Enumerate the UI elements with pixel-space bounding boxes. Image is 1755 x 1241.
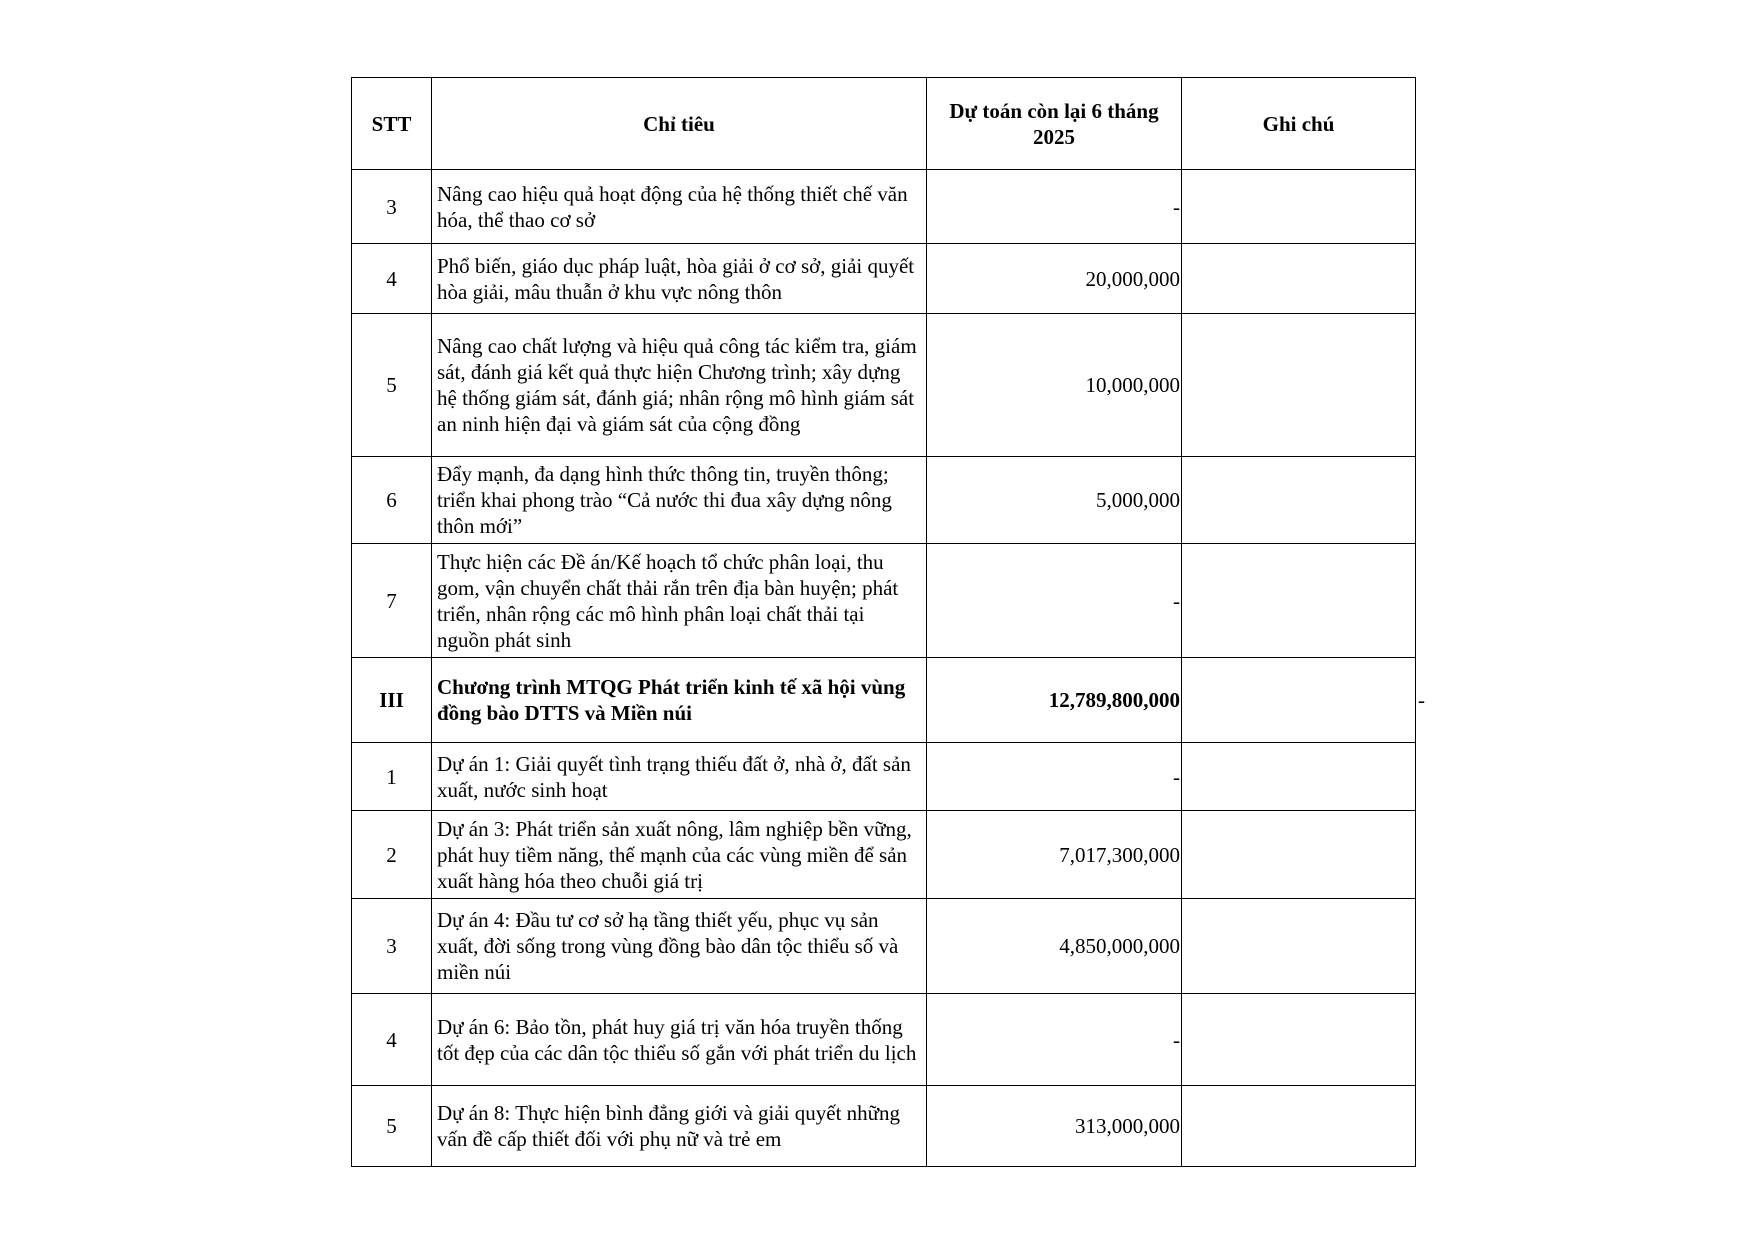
row-du-toan: 20,000,000 [927, 244, 1182, 314]
table-row [352, 457, 1416, 544]
section-du-toan: 12,789,800,000 [927, 658, 1182, 743]
table-row [352, 170, 1416, 244]
table-row [352, 544, 1416, 658]
budget-table [351, 77, 1425, 1167]
row-stt: 1 [352, 743, 432, 811]
section-ghi-chu-value: - [1418, 688, 1425, 712]
row-du-toan: 313,000,000 [927, 1086, 1182, 1167]
table-body [352, 170, 1425, 1167]
header-chi-tieu: Chỉ tiêu [432, 78, 927, 170]
header-stt: STT [352, 78, 432, 170]
row-du-toan: - [927, 544, 1182, 658]
row-stt: 3 [352, 170, 432, 244]
row-stt: 2 [352, 811, 432, 899]
row-du-toan: - [927, 170, 1182, 244]
table-row [352, 994, 1416, 1086]
row-chi-tieu: Đẩy mạnh, đa dạng hình thức thông tin, truyền thông; triển khai phong trào “Cả nước thi đua xây dựng nông thôn mới” [432, 457, 927, 544]
row-chi-tieu: Dự án 1: Giải quyết tình trạng thiếu đất ở, nhà ở, đất sản xuất, nước sinh hoạt [432, 743, 927, 811]
row-chi-tieu: Nâng cao hiệu quả hoạt động của hệ thống thiết chế văn hóa, thể thao cơ sở [432, 170, 927, 244]
row-chi-tieu: Dự án 8: Thực hiện bình đẳng giới và giải quyết những vấn đề cấp thiết đối với phụ nữ và trẻ em [432, 1086, 927, 1167]
row-stt: 4 [352, 244, 432, 314]
section-ghi-chu [1182, 658, 1425, 743]
row-du-toan: 5,000,000 [927, 457, 1182, 544]
row-chi-tieu: Dự án 6: Bảo tồn, phát huy giá trị văn hóa truyền thống tốt đẹp của các dân tộc thiểu số gắn với phát triển du lịch [432, 994, 927, 1086]
table-row [352, 899, 1416, 994]
row-chi-tieu: Dự án 3: Phát triển sản xuất nông, lâm nghiệp bền vững, phát huy tiềm năng, thế mạnh của các vùng miền để sản xuất hàng hóa theo chuỗi giá trị [432, 811, 927, 899]
section-stt: III [352, 658, 432, 743]
row-ghi-chu [1182, 1086, 1416, 1167]
table-row [352, 743, 1416, 811]
row-stt: 3 [352, 899, 432, 994]
row-chi-tieu: Dự án 4: Đầu tư cơ sở hạ tầng thiết yếu, phục vụ sản xuất, đời sống trong vùng đồng bào dân tộc thiểu số và miền núi [432, 899, 927, 994]
row-chi-tieu: Thực hiện các Đề án/Kế hoạch tổ chức phân loại, thu gom, vận chuyển chất thải rắn trên địa bàn huyện; phát triển, nhân rộng các mô hình phân loại chất thải tại nguồn phát sinh [432, 544, 927, 658]
table-row [352, 314, 1416, 457]
row-stt: 5 [352, 314, 432, 457]
row-ghi-chu [1182, 544, 1416, 658]
row-stt: 4 [352, 994, 432, 1086]
row-ghi-chu [1182, 314, 1416, 457]
row-ghi-chu [1182, 899, 1416, 994]
table-row [352, 1086, 1416, 1167]
row-du-toan: 10,000,000 [927, 314, 1182, 457]
row-ghi-chu [1182, 811, 1416, 899]
row-ghi-chu [1182, 994, 1416, 1086]
table-row [352, 811, 1416, 899]
table-header [352, 78, 1416, 170]
section-row [352, 658, 1416, 743]
row-chi-tieu: Phổ biến, giáo dục pháp luật, hòa giải ở cơ sở, giải quyết hòa giải, mâu thuẫn ở khu vực nông thôn [432, 244, 927, 314]
row-ghi-chu [1182, 244, 1416, 314]
row-du-toan: - [927, 994, 1182, 1086]
row-du-toan: - [927, 743, 1182, 811]
row-ghi-chu [1182, 457, 1416, 544]
table-row [352, 244, 1416, 314]
row-stt: 5 [352, 1086, 432, 1167]
row-du-toan: 4,850,000,000 [927, 899, 1182, 994]
row-ghi-chu [1182, 170, 1416, 244]
header-du-toan: Dự toán còn lại 6 tháng 2025 [927, 78, 1182, 170]
header-ghi-chu: Ghi chú [1182, 78, 1416, 170]
section-chi-tieu: Chương trình MTQG Phát triển kinh tế xã hội vùng đồng bào DTTS và Miền núi [432, 658, 927, 743]
row-stt: 7 [352, 544, 432, 658]
row-chi-tieu: Nâng cao chất lượng và hiệu quả công tác kiểm tra, giám sát, đánh giá kết quả thực hiện Chương trình; xây dựng hệ thống giám sát, đánh giá; nhân rộng mô hình giám sát an ninh hiện đại và giám sát của cộng đồng [432, 314, 927, 457]
row-ghi-chu [1182, 743, 1416, 811]
row-du-toan: 7,017,300,000 [927, 811, 1182, 899]
row-stt: 6 [352, 457, 432, 544]
